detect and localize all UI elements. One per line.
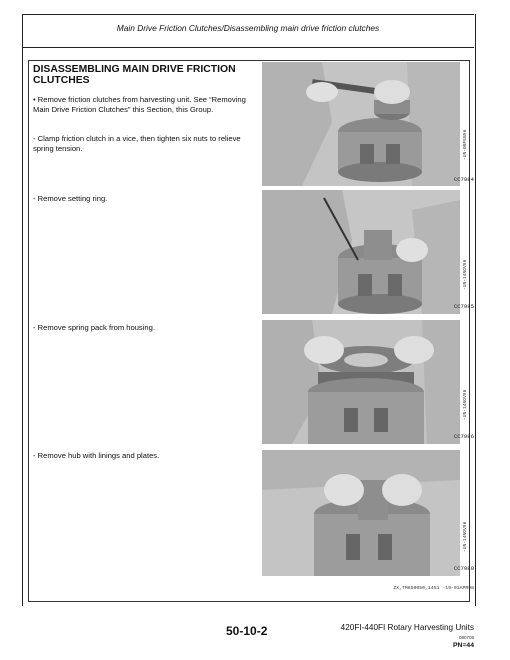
- running-header: Main Drive Friction Clutches/Disassembling main drive friction clutches: [22, 14, 474, 37]
- figure-caption-2: CC7985: [453, 303, 474, 310]
- figure-code-2: -UN-14NOV96: [463, 259, 468, 290]
- figure-code-1: -UN-08FEB96: [463, 129, 468, 160]
- photo-spring-pack: [262, 320, 460, 444]
- document-reference: ZX,TM650050,1451 -19-01APR98: [393, 586, 474, 591]
- figure-caption-1: CC7984: [453, 176, 474, 183]
- photo-clamp-clutch: [262, 62, 460, 186]
- figure-code-3: -UN-14NOV96: [463, 389, 468, 420]
- figure-code-4: -UN-14NOV96: [463, 521, 468, 552]
- photo-setting-ring: [262, 190, 460, 314]
- header-rule: [22, 47, 474, 48]
- section-title: DISASSEMBLING MAIN DRIVE FRICTION CLUTCHES: [33, 64, 236, 86]
- page-number: 50-10-2: [226, 624, 268, 638]
- manual-title: 420FI-440FI Rotary Harvesting Units: [340, 623, 474, 632]
- figure-caption-4: CC7989: [453, 565, 474, 572]
- part-number: PN=44: [453, 642, 474, 649]
- step-4: - Remove spring pack from housing.: [33, 323, 155, 332]
- date-code: 080708: [458, 635, 474, 640]
- step-5: - Remove hub with linings and plates.: [33, 451, 160, 460]
- step-2: - Clamp friction clutch in a vice, then tighten six nuts to relieve spring tension.: [33, 134, 241, 154]
- photo-hub-removal: [262, 450, 460, 576]
- step-1: • Remove friction clutches from harvesting unit. See “Removing Main Drive Friction Clutches” this Section, this Group.: [33, 95, 246, 115]
- step-3: - Remove setting ring.: [33, 194, 108, 203]
- figure-caption-3: CC7986: [453, 433, 474, 440]
